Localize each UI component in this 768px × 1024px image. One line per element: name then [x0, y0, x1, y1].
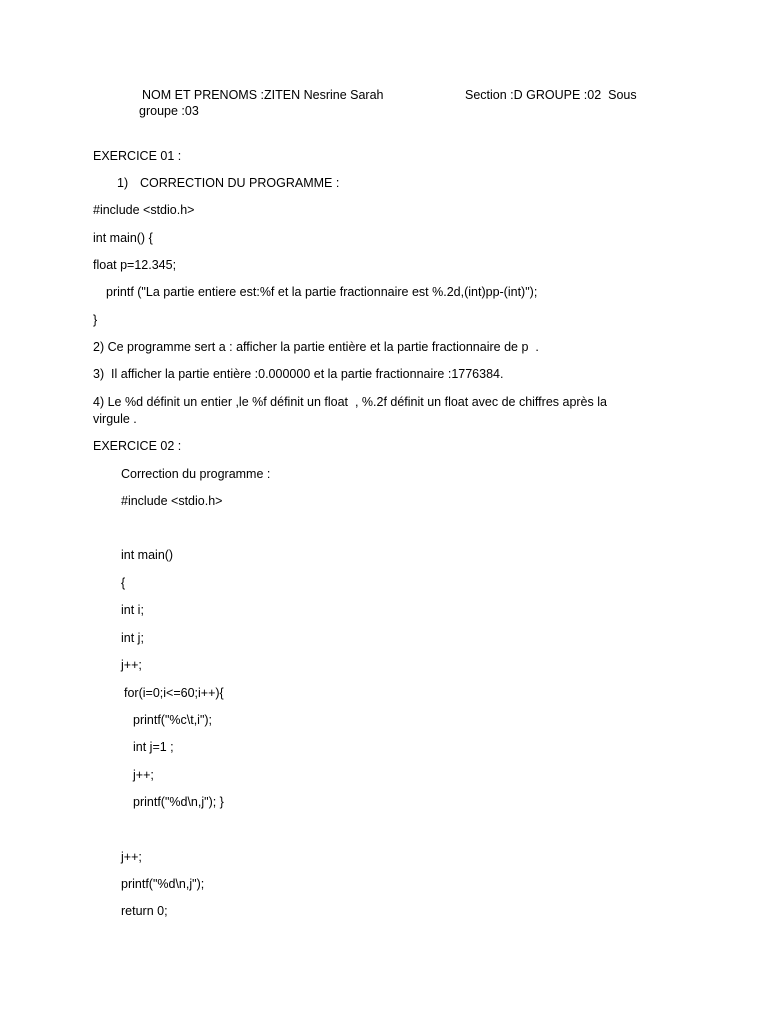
code-line: printf("%d\n,j");: [121, 877, 205, 891]
section-info: Section :D GROUPE :02 Sous: [465, 88, 637, 102]
code-line: j++;: [121, 850, 142, 864]
exercise1-item-number: 1): [117, 176, 129, 190]
answer-4-continued: virgule .: [93, 412, 137, 426]
code-line: j++;: [121, 658, 142, 672]
code-line: #include <stdio.h>: [93, 203, 195, 217]
code-line: {: [121, 576, 126, 590]
student-name: NOM ET PRENOMS :ZITEN Nesrine Sarah: [142, 88, 384, 102]
subgroup-info: groupe :03: [139, 104, 199, 118]
code-line: printf("%d\n,j"); }: [133, 795, 224, 809]
code-line: int j=1 ;: [133, 740, 174, 754]
exercise2-title: EXERCICE 02 :: [93, 439, 182, 453]
exercise1-title: EXERCICE 01 :: [93, 149, 182, 163]
answer-2: 2) Ce programme sert a : afficher la partie entière et la partie fractionnaire de p .: [93, 340, 539, 354]
code-line: int j;: [121, 631, 144, 645]
answer-3: 3) Il afficher la partie entière :0.000000 et la partie fractionnaire :1776384.: [93, 367, 504, 381]
code-line: int main() {: [93, 231, 153, 245]
code-line: }: [93, 313, 98, 327]
code-line: j++;: [133, 768, 154, 782]
code-line: for(i=0;i<=60;i++){: [124, 686, 224, 700]
code-line: #include <stdio.h>: [121, 494, 223, 508]
answer-4: 4) Le %d définit un entier ,le %f définit un float , %.2f définit un float avec de chiffres après la: [93, 395, 607, 409]
code-line: printf ("La partie entiere est:%f et la partie fractionnaire est %.2d,(int)pp-(int)");: [106, 285, 538, 299]
exercise2-subtitle: Correction du programme :: [121, 467, 271, 481]
code-line: int i;: [121, 603, 144, 617]
code-line: float p=12.345;: [93, 258, 177, 272]
exercise1-item-title: CORRECTION DU PROGRAMME :: [140, 176, 340, 190]
code-line: int main(): [121, 548, 174, 562]
code-line: printf("%c\t,i");: [133, 713, 213, 727]
code-line: return 0;: [121, 904, 168, 918]
